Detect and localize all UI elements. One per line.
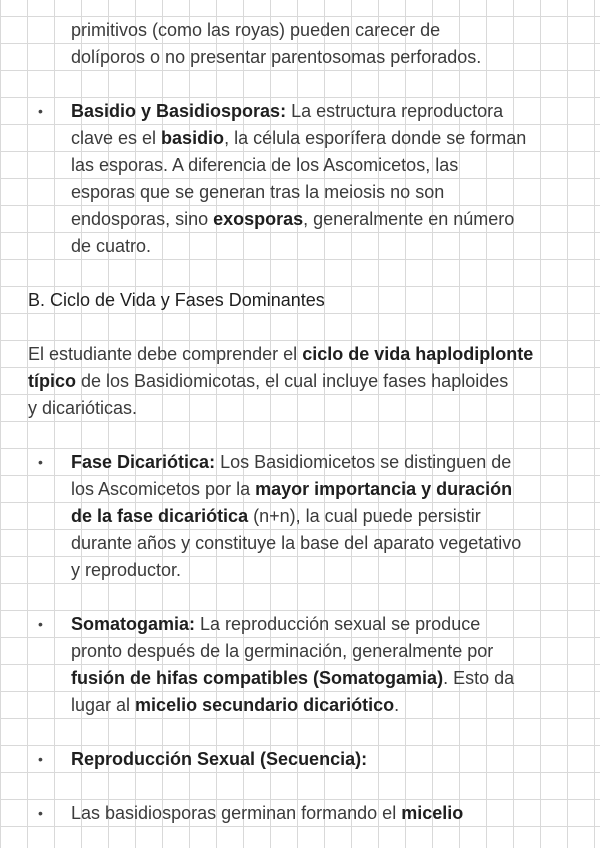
- text-span: de los Basidiomicotas, el cual incluye fases haploides: [76, 371, 509, 391]
- text-span: durante años y constituye la base del aparato vegetativo: [71, 533, 522, 553]
- fase-line-5: [71, 557, 181, 584]
- text-span: endosporas, sino: [71, 209, 214, 229]
- bullet-icon: •: [38, 751, 43, 767]
- bold-term: mayor importancia y duración: [255, 479, 513, 499]
- text-span: clave es el: [71, 128, 162, 148]
- somato-label: Somatogamia:: [71, 614, 196, 634]
- basidio-line-1: [71, 98, 503, 125]
- text-span: . Esto da: [443, 668, 515, 688]
- basidio-line-3: [71, 152, 458, 179]
- basidio-line-6: [71, 233, 151, 260]
- intro-line-3: [28, 395, 137, 422]
- continued-text-line-2: [71, 44, 481, 71]
- bullet-icon: •: [38, 616, 43, 632]
- text-span: y dicarióticas.: [28, 398, 138, 418]
- text-span: y reproductor.: [71, 560, 182, 580]
- text-span: La estructura reproductora: [286, 101, 504, 121]
- basidio-label: Basidio y Basidiosporas:: [71, 101, 287, 121]
- text-span: El estudiante debe comprender el: [28, 344, 303, 364]
- bold-term: de la fase dicariótica: [71, 506, 249, 526]
- somato-line-2: [71, 638, 493, 665]
- text-span: las esporas. A diferencia de los Ascomicetos, las: [71, 155, 459, 175]
- text-span: (n+n), la cual puede persistir: [248, 506, 481, 526]
- basidio-line-5: [71, 206, 514, 233]
- repro-label: Reproducción Sexual (Secuencia):: [71, 749, 368, 769]
- bold-term: micelio: [401, 803, 464, 823]
- repro-line-1: [71, 746, 367, 773]
- text-span: lugar al: [71, 695, 136, 715]
- bold-term: fusión de hifas compatibles (Somatogamia): [71, 668, 444, 688]
- text-span: primitivos (como las royas) pueden carecer de: [71, 20, 441, 40]
- intro-line-2: [28, 368, 508, 395]
- continued-text-line-1: [71, 17, 440, 44]
- somato-line-1: [71, 611, 480, 638]
- fase-line-3: [71, 503, 481, 530]
- bold-term: exosporas: [213, 209, 304, 229]
- text-span: Los Basidiomicetos se distinguen de: [215, 452, 512, 472]
- somato-line-3: [71, 665, 514, 692]
- bullet-icon: •: [38, 454, 43, 470]
- fase-line-1: [71, 449, 511, 476]
- basidio-line-2: [71, 125, 526, 152]
- text-span: , la célula esporífera donde se forman: [224, 128, 527, 148]
- basidio-line-4: [71, 179, 444, 206]
- fase-line-2: [71, 476, 512, 503]
- fase-label: Fase Dicariótica:: [71, 452, 216, 472]
- bold-term: micelio secundario dicariótico: [135, 695, 395, 715]
- text-span: Las basidiosporas germinan formando el: [71, 803, 402, 823]
- fase-line-4: [71, 530, 521, 557]
- bold-term: típico: [28, 371, 76, 391]
- text-span: esporas que se generan tras la meiosis no son: [71, 182, 445, 202]
- intro-line-1: [28, 341, 533, 368]
- text-span: La reproducción sexual se produce: [195, 614, 481, 634]
- bold-term: ciclo de vida haplodiplonte: [302, 344, 534, 364]
- bullet-icon: •: [38, 103, 43, 119]
- bullet-icon: •: [38, 805, 43, 821]
- text-span: de cuatro.: [71, 236, 152, 256]
- text-span: dolíporos o no presentar parentosomas perforados.: [71, 47, 482, 67]
- bold-term: basidio: [161, 128, 225, 148]
- section-heading: B. Ciclo de Vida y Fases Dominantes: [28, 290, 325, 310]
- text-span: los Ascomicetos por la: [71, 479, 256, 499]
- text-span: .: [394, 695, 400, 715]
- text-span: pronto después de la germinación, generalmente por: [71, 641, 494, 661]
- somato-line-4: [71, 692, 399, 719]
- text-span: , generalmente en número: [303, 209, 515, 229]
- last-line-1: [71, 800, 463, 827]
